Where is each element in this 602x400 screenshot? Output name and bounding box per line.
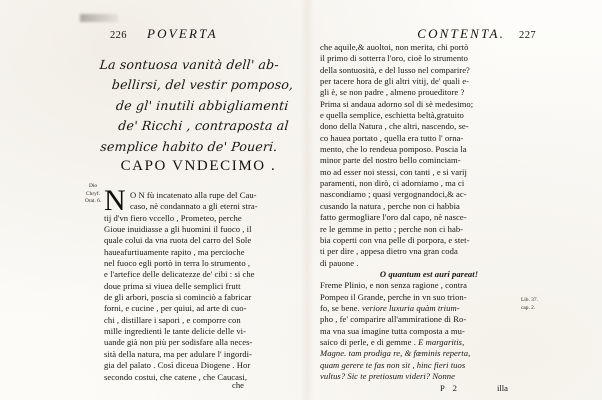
- quire-signature: P 2: [440, 383, 460, 393]
- body-line: Freme Plinio, e non senza ragione , contra: [320, 280, 467, 291]
- body-line: il primo di sotterra l'oro, cioè lo strumento: [320, 53, 468, 64]
- recto-running-title: CONTENTA.: [417, 26, 506, 41]
- body-line: paramenti, non dirò, ci adorniamo , ma ci: [320, 178, 465, 189]
- body-line: bia coperti con vna pelle di porpora, e stet-: [320, 234, 470, 245]
- body-line: de gli arbori, poscia si cominciò a fabricar: [104, 292, 252, 303]
- body-line-fragment: saico di perle, e di gemme .: [320, 336, 419, 347]
- verso-script-heading: [92, 55, 306, 157]
- body-line: per tacere hora de gli altri vitij, de' quali e-: [320, 76, 470, 87]
- recto-running-head: [330, 26, 536, 42]
- body-line: gli è, se non padre , almeno proueditore ?: [320, 87, 465, 98]
- body-line: doue prima si viuea delle semplici frutt: [104, 280, 241, 291]
- body-line: che aquile,& auoltoi, non merita, chi portò: [320, 42, 469, 52]
- body-line: Prima si andaua adorno sol di sè medesimo;: [320, 98, 474, 109]
- script-heading-line: semplice habito de' Poueri.: [99, 138, 279, 154]
- verso-body-text: [104, 184, 304, 383]
- body-line: dono della Natura , che altri, nascendo, se-: [320, 121, 469, 132]
- script-heading-line: La sontuosa vanità dell' ab-: [98, 57, 280, 72]
- marginal-note-line: Chryf.: [86, 190, 100, 197]
- body-line: tij d'vn fiero vccello , Prometeo, perche: [104, 212, 242, 223]
- body-line: O N fù incatenato alla rupe del Cau-: [130, 190, 257, 200]
- latin-inline-quote: veriore luxuria quàm trium-: [361, 302, 460, 313]
- marginal-note-line: Lib. 37.: [521, 297, 538, 303]
- recto-folio-number: 227: [519, 30, 536, 41]
- body-line: della sontuosità, e del lusso nel comparire?: [320, 64, 470, 75]
- body-line: minor parte del nostro bello cominciam-: [320, 155, 461, 166]
- body-line: nascondiamo ; quasi vergognandoci,& ac-: [320, 189, 467, 200]
- marginal-note-line: cap. 2.: [521, 304, 536, 311]
- body-line: co hauea portato , quella era tutto l' orna-: [320, 132, 464, 143]
- latin-block-line: quam gerere te fas non sit , hinc fieri tuos: [320, 359, 466, 370]
- marginal-note-line: Orat. 6.: [84, 198, 102, 205]
- verso-folio-number: 226: [110, 30, 127, 41]
- body-line: mento, che lo rendeua pomposo. Poscia la: [320, 144, 467, 155]
- body-line: gia del palato . Così diceua Diogene . Hor: [104, 360, 251, 371]
- chapter-title: CAPO VNDECIMO .: [120, 158, 277, 174]
- scan-smudge: [80, 14, 118, 22]
- body-line: secondo costui, che catene , che Caucasi,: [104, 371, 248, 382]
- drop-cap-initial: N: [104, 184, 126, 217]
- body-line: ti per dire , appesa dietro vna gran coda: [320, 246, 458, 257]
- body-line: sità della natura, ma per adulare l' ingordi-: [104, 348, 252, 359]
- body-line: Pompeo il Grande, perche in vn suo trion-: [320, 291, 467, 302]
- latin-exclamation: O quantum est auri pareat!: [379, 268, 479, 279]
- body-line-with-latin: [320, 337, 538, 348]
- body-line: re le gemme in petto ; perche non ci hab-: [320, 223, 464, 234]
- latin-block-line: Magne. tam prodiga re, & fœminis reperta,: [320, 348, 471, 359]
- verso-marginal-note: [79, 183, 107, 206]
- script-heading-line: de' Ricchi , contraposta al: [117, 118, 290, 134]
- body-line: caso, nè condannato a gli eterni stra-: [130, 201, 258, 212]
- body-line: cusando la natura , perche non ci habbia: [320, 200, 460, 211]
- script-heading-line: bellirsi, del vestir pomposo,: [111, 77, 294, 93]
- body-line: fatto germogliare l'oro dal capo, nè nasce-: [320, 212, 467, 223]
- body-line: ma vna sua imagine tutta composta a mu-: [320, 325, 465, 336]
- body-line: forni, e cucine , per quiui, ad arte di cuo-: [104, 303, 247, 314]
- latin-inline-quote: E margaritis,: [418, 336, 465, 347]
- body-line: e l'artefice delle delicatezze de' cibi : si che: [104, 269, 255, 280]
- body-line: di pauone .: [320, 257, 359, 268]
- marginal-note-line: Dio: [88, 183, 98, 189]
- verso-catchword: che: [232, 380, 244, 390]
- latin-block-line: vultus? Sic te pretiosum videri? Nonne: [320, 370, 456, 381]
- body-line: e quella semplice, eschietta beltà,gratuito: [320, 110, 464, 121]
- ink-speck: [91, 84, 93, 86]
- body-line: mille ingredienti le tante delicie delle vi-: [104, 326, 247, 337]
- body-line-with-latin: [320, 303, 538, 314]
- body-line: haueafurtiuamente rapito , ma percioche: [104, 246, 245, 257]
- body-line: pho , fe' comparire all'ammiratione di Ro-: [320, 314, 467, 325]
- recto-body-text: [320, 42, 538, 382]
- body-line: uande già non più per sodisfare alla neces-: [104, 337, 253, 348]
- recto-catchword: illa: [497, 383, 508, 393]
- body-line: mo ad esser noi stessi, con tanti , e si varij: [320, 166, 467, 177]
- ink-speck: [302, 96, 304, 102]
- body-line-fragment: fo, se bene.: [320, 302, 362, 313]
- verso-running-head: [110, 26, 300, 42]
- body-line: nel fuoco egli portò in terra lo strumento ,: [104, 258, 251, 269]
- script-heading-line: de gl' inutili abbigliamenti: [115, 97, 290, 113]
- body-line: Gioue inuidiasse a gli huomini il fuoco , il: [104, 224, 252, 235]
- body-line: quale colui da vna ruota del carro del Sole: [104, 235, 252, 246]
- verso-running-title: POVERTA: [146, 26, 218, 41]
- body-line: chi , distillare i sapori , e comporre con: [104, 314, 241, 325]
